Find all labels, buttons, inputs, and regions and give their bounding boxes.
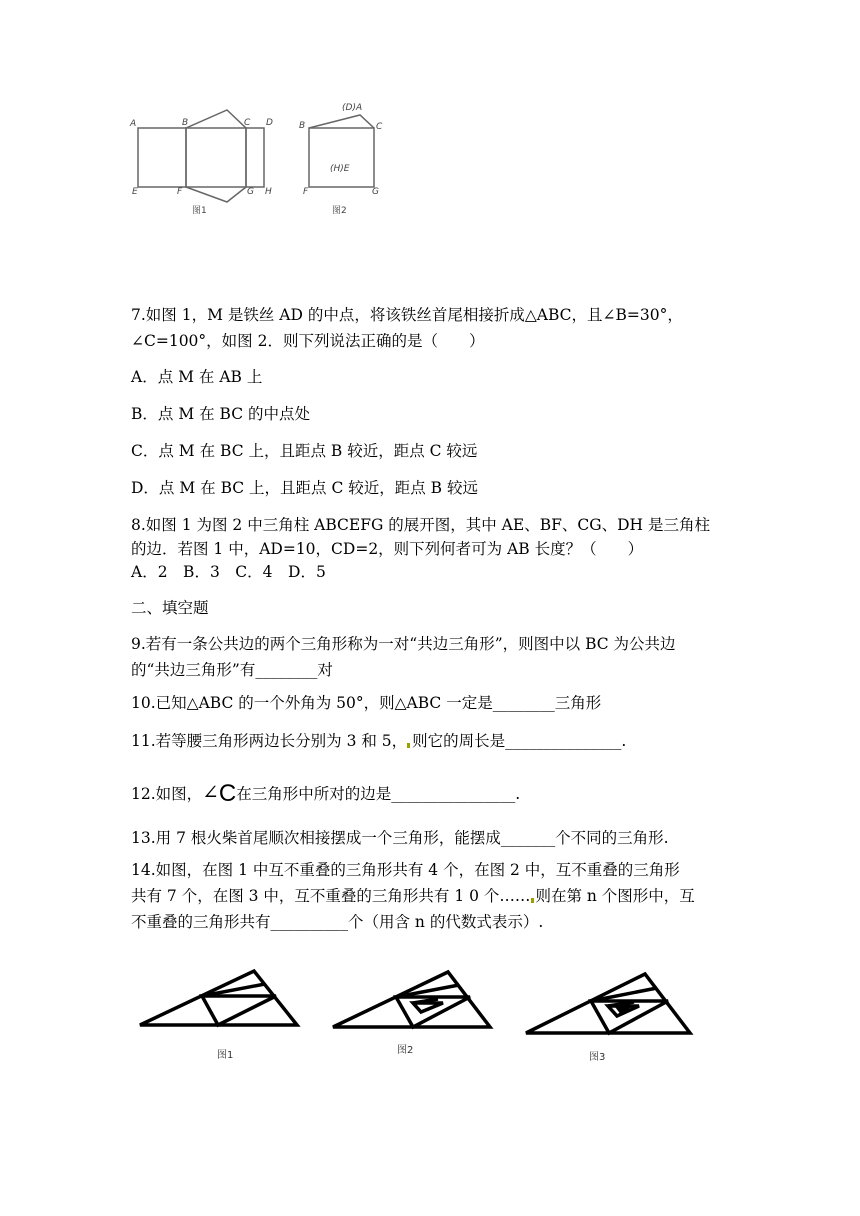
dot-mark xyxy=(407,743,410,748)
bottom-fig1-caption: 图1 xyxy=(217,1050,234,1061)
label-HE: (H)E xyxy=(330,164,350,174)
q11-pre: 11.若等腰三角形两边长分别为 3 和 5， xyxy=(131,732,408,750)
q7-option-c: C．点 M 在 BC 上，且距点 B 较近，距点 C 较远 xyxy=(131,442,478,460)
triangles-fig1 xyxy=(140,971,297,1025)
label-G: G xyxy=(247,187,254,197)
label-E: E xyxy=(132,187,138,197)
label-B: B xyxy=(182,118,189,128)
q7-line2: ∠C=100°，如图 2．则下列说法正确的是（ ） xyxy=(131,332,485,350)
label-fig2-G: G xyxy=(372,187,379,197)
triangles-fig2 xyxy=(333,972,490,1027)
nested-triangles-figure xyxy=(135,963,705,1068)
label-D: D xyxy=(266,118,273,128)
q7-option-b: B．点 M 在 BC 的中点处 xyxy=(131,405,311,423)
label-DA: (D)A xyxy=(342,103,363,113)
q11 xyxy=(131,731,731,751)
q12-pre: 12.如图， xyxy=(131,785,203,803)
angle-c-letter: C xyxy=(218,780,237,807)
section-fill-blank: 二、填空题 xyxy=(131,599,209,617)
q14-line1: 14.如图，在图 1 中互不重叠的三角形共有 4 个，在图 2 中，互不重叠的三角形 xyxy=(131,861,680,879)
q11-post: 则它的周长是_______________. xyxy=(412,732,627,750)
bottom-fig2-caption: 图2 xyxy=(397,1045,414,1056)
prism-net-figure xyxy=(125,95,395,225)
q14-line2 xyxy=(131,886,731,906)
bottom-fig3-caption: 图3 xyxy=(589,1052,606,1063)
q7-line1: 7.如图 1，M 是铁丝 AD 的中点，将该铁丝首尾相接折成△ABC，且∠B=30°， xyxy=(131,306,683,324)
q8-line1: 8.如图 1 为图 2 中三角柱 ABCEFG 的展开图，其中 AE、BF、CG、DH 是三角柱 xyxy=(131,516,710,534)
label-F: F xyxy=(177,187,183,197)
label-C: C xyxy=(244,118,251,128)
q14-line2-pre: 共有 7 个，在图 3 中，互不重叠的三角形共有 1 0 个…… xyxy=(131,887,531,905)
q8-options: A．2 B．3 C．4 D．5 xyxy=(131,563,326,581)
q9-line1: 9.若有一条公共边的两个三角形称为一对“共边三角形”，则图中以 BC 为公共边 xyxy=(131,635,676,653)
q10: 10.已知△ABC 的一个外角为 50°，则△ABC 一定是________三角形 xyxy=(131,694,602,712)
label-fig2-F: F xyxy=(303,187,309,197)
fig1-caption: 图1 xyxy=(192,206,207,216)
label-A: A xyxy=(130,119,137,129)
q13: 13.用 7 根火柴首尾顺次相接摆成一个三角形，能摆成_______个不同的三角形. xyxy=(131,829,669,847)
q14-line3: 不重叠的三角形共有__________个（用含 n 的代数式表示）. xyxy=(131,913,544,931)
q8-line2: 的边．若图 1 中，AD=10，CD=2，则下列何者可为 AB 长度？（ ） xyxy=(131,540,644,558)
q7-option-d: D．点 M 在 BC 上，且距点 C 较近，距点 B 较远 xyxy=(131,479,479,497)
triangles-fig3 xyxy=(526,974,690,1033)
angle-symbol: ∠ xyxy=(202,780,219,804)
label-fig2-B: B xyxy=(299,121,306,131)
fig2-caption: 图2 xyxy=(332,206,347,216)
q7-option-a: A．点 M 在 AB 上 xyxy=(131,368,263,386)
q9-line2: 的“共边三角形”有________对 xyxy=(131,661,333,679)
q12-post: 在三角形中所对的边是________________. xyxy=(236,785,521,803)
dot-mark xyxy=(531,898,534,903)
label-fig2-C: C xyxy=(376,122,383,132)
label-H: H xyxy=(265,187,272,197)
q12 xyxy=(131,779,731,807)
q14-line2-post: 则在第 n 个图形中，互 xyxy=(535,887,695,905)
